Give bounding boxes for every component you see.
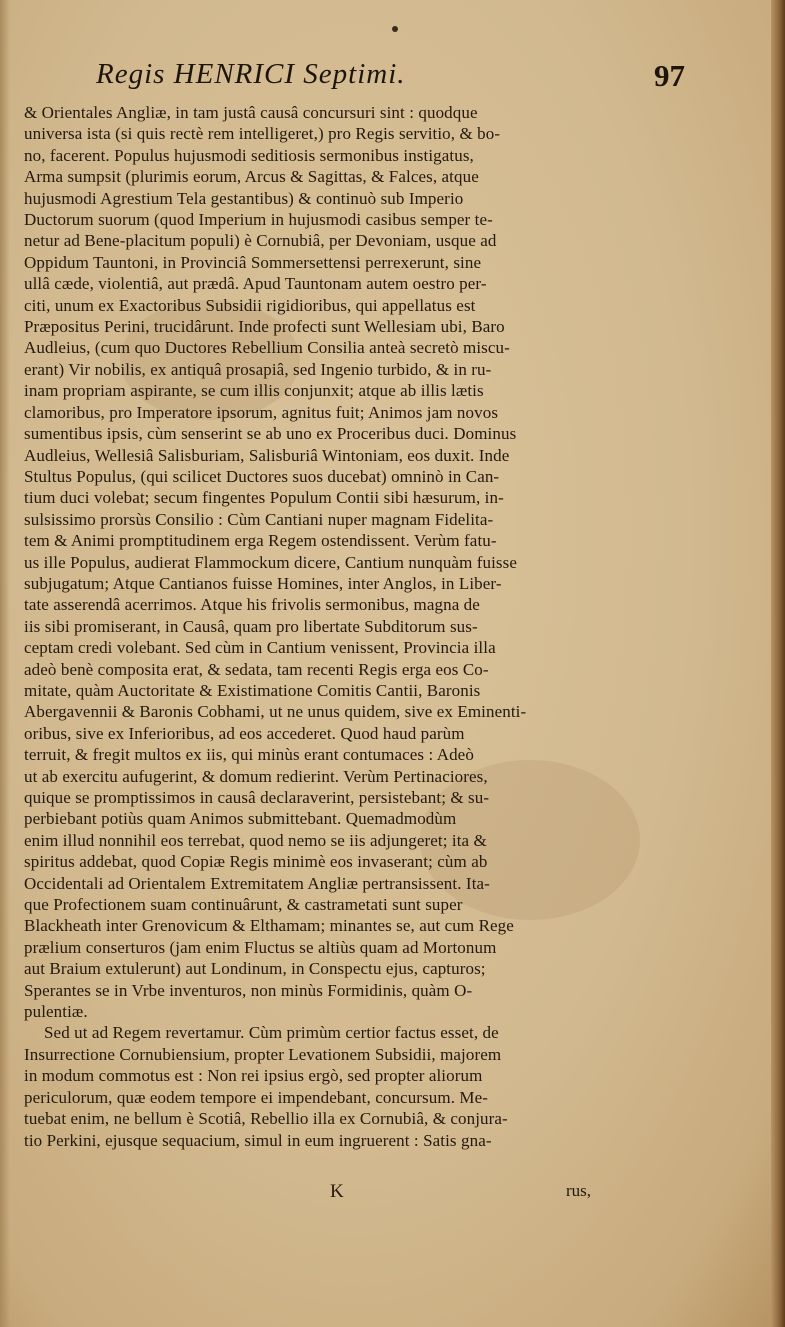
text-line: sumentibus ipsis, cùm senserint se ab uno ex Proceribus duci. Dominus [24, 424, 517, 444]
text-line: periculorum, quæ eodem tempore ei impendebant, concursum. Me- [24, 1087, 489, 1107]
text-line: hujusmodi Agrestium Tela gestantibus) & continuò sub Imperio [24, 188, 464, 208]
page-edge [771, 0, 785, 1327]
text-line: Stultus Populus, (qui scilicet Ductores suos ducebat) omninò in Can- [24, 466, 500, 486]
text-line: us ille Populus, audierat Flammockum dicere, Cantium nunquàm fuisse [24, 552, 518, 572]
text-line: subjugatum; Atque Cantianos fuisse Homines, inter Anglos, in Liber- [24, 573, 502, 593]
text-line: ut ab exercitu aufugerint, & domum redierint. Verùm Pertinaciores, [24, 766, 488, 786]
text-line: enim illud nonnihil eos terrebat, quod nemo se iis adjungeret; ita & [24, 830, 487, 850]
text-line: Sed ut ad Regem revertamur. Cùm primùm certior factus esset, de [44, 1023, 499, 1043]
top-ornament [392, 26, 398, 32]
text-line: iis sibi promiserant, in Causâ, quam pro libertate Subditorum sus- [24, 616, 478, 636]
text-line: no, facerent. Populus hujusmodi seditiosis sermonibus instigatus, [24, 145, 474, 165]
text-line: citi, unum ex Exactoribus Subsidii rigidioribus, qui appellatus est [24, 295, 476, 315]
catchword: rus, [566, 1181, 592, 1200]
text-line: Insurrectione Cornubiensium, propter Levationem Subsidii, majorem [24, 1044, 502, 1064]
text-line: erant) Vir nobilis, ex antiquâ prosapiâ, sed Ingenio turbido, & in ru- [24, 359, 492, 379]
page-gutter-shadow [0, 0, 10, 1327]
text-line: spiritus addebat, quod Copiæ Regis minimè eos invaserant; cùm ab [24, 852, 488, 872]
text-line: ullâ cæde, violentiâ, aut prædâ. Apud Tauntonam autem oestro per- [24, 274, 487, 294]
text-line: netur ad Bene-placitum populi) è Cornubiâ, per Devoniam, usque ad [24, 231, 497, 251]
text-line: Blackheath inter Grenovicum & Elthamam; minantes se, aut cum Rege [24, 916, 514, 936]
text-line: tuebat enim, ne bellum è Scotiâ, Rebellio illa ex Cornubiâ, & conjura- [24, 1109, 508, 1129]
text-line: tate asserendâ acerrimos. Atque his frivolis sermonibus, magna de [24, 595, 480, 615]
text-line: in modum commotus est : Non rei ipsius ergò, sed propter aliorum [24, 1066, 483, 1086]
text-line: tio Perkini, ejusque sequacium, simul in eum ingruerent : Satis gna- [24, 1130, 492, 1150]
body-text [24, 102, 590, 1151]
text-line: Præpositus Perini, trucidârunt. Inde profecti sunt Wellesiam ubi, Baro [24, 317, 505, 337]
text-line: Abergavennii & Baronis Cobhami, ut ne unus quidem, sive ex Eminenti- [24, 702, 527, 722]
text-line: quique se promptissimos in causâ declaraverint, persistebant; & su- [24, 788, 490, 807]
text-line: clamoribus, pro Imperatore ipsorum, agnitus fuit; Animos jam novos [24, 402, 499, 422]
text-line: ceptam credi volebant. Sed cùm in Cantium venissent, Provincia illa [24, 638, 496, 658]
text-line: Sperantes se in Vrbe inventuros, non minùs Formidinis, quàm O- [24, 980, 473, 1000]
text-line: terruit, & fregit multos ex iis, qui minùs erant contumaces : Adeò [24, 745, 474, 765]
text-line: que Profectionem suam continuârunt, & castrametati sunt super [24, 895, 463, 915]
text-line: prælium conserturos (jam enim Fluctus se altiùs quam ad Mortonum [24, 937, 497, 957]
text-line: universa ista (si quis rectè rem intelligeret,) pro Regis servitio, & bo- [24, 124, 501, 144]
text-line: Arma sumpsit (plurimis eorum, Arcus & Sagittas, & Falces, atque [24, 167, 479, 187]
text-line: Audleius, (cum quo Ductores Rebellium Consilia anteà secretò miscu- [24, 338, 510, 358]
text-line: adeò benè composita erat, & sedata, tam recenti Regis erga eos Co- [24, 659, 489, 679]
text-line: pulentiæ. [24, 1002, 88, 1022]
text-line: Occidentali ad Orientalem Extremitatem Angliæ pertransissent. Ita- [24, 873, 490, 893]
text-line: aut Braium extulerunt) aut Londinum, in Conspectu ejus, capturos; [24, 959, 486, 979]
page-number: 97 [654, 58, 685, 93]
signature-mark: K [330, 1181, 344, 1202]
text-line: mitate, quàm Auctoritate & Existimatione Comitis Cantii, Baronis [24, 680, 481, 700]
text-line: Ductorum suorum (quod Imperium in hujusmodi casibus semper te- [24, 210, 493, 230]
text-line: perbiebant potiùs quam Animos submittebant. Quemadmodùm [24, 809, 457, 829]
text-line: tem & Animi promptitudinem erga Regem ostendissent. Verùm fatu- [24, 531, 497, 551]
text-line: inam propriam aspirante, se cum illis conjunxit; atque ab illis lætis [24, 381, 484, 401]
running-head: Regis HENRICI Septimi. [96, 58, 406, 90]
text-line: oribus, sive ex Inferioribus, ad eos accederet. Quod haud parùm [24, 723, 465, 743]
text-line: tium duci volebat; secum fingentes Populum Contii sibi hæsurum, in- [24, 488, 504, 508]
text-line: & Orientales Angliæ, in tam justâ causâ concursuri sint : quodque [24, 103, 478, 122]
text-line: sulsissimo prorsùs Consilio : Cùm Cantiani nuper magnam Fidelita- [24, 509, 494, 529]
text-line: Oppidum Tauntoni, in Provinciâ Sommersettensi perrexerunt, sine [24, 252, 482, 272]
text-line: Audleius, Wellesiâ Salisburiam, Salisburiâ Wintoniam, eos duxit. Inde [24, 445, 510, 465]
